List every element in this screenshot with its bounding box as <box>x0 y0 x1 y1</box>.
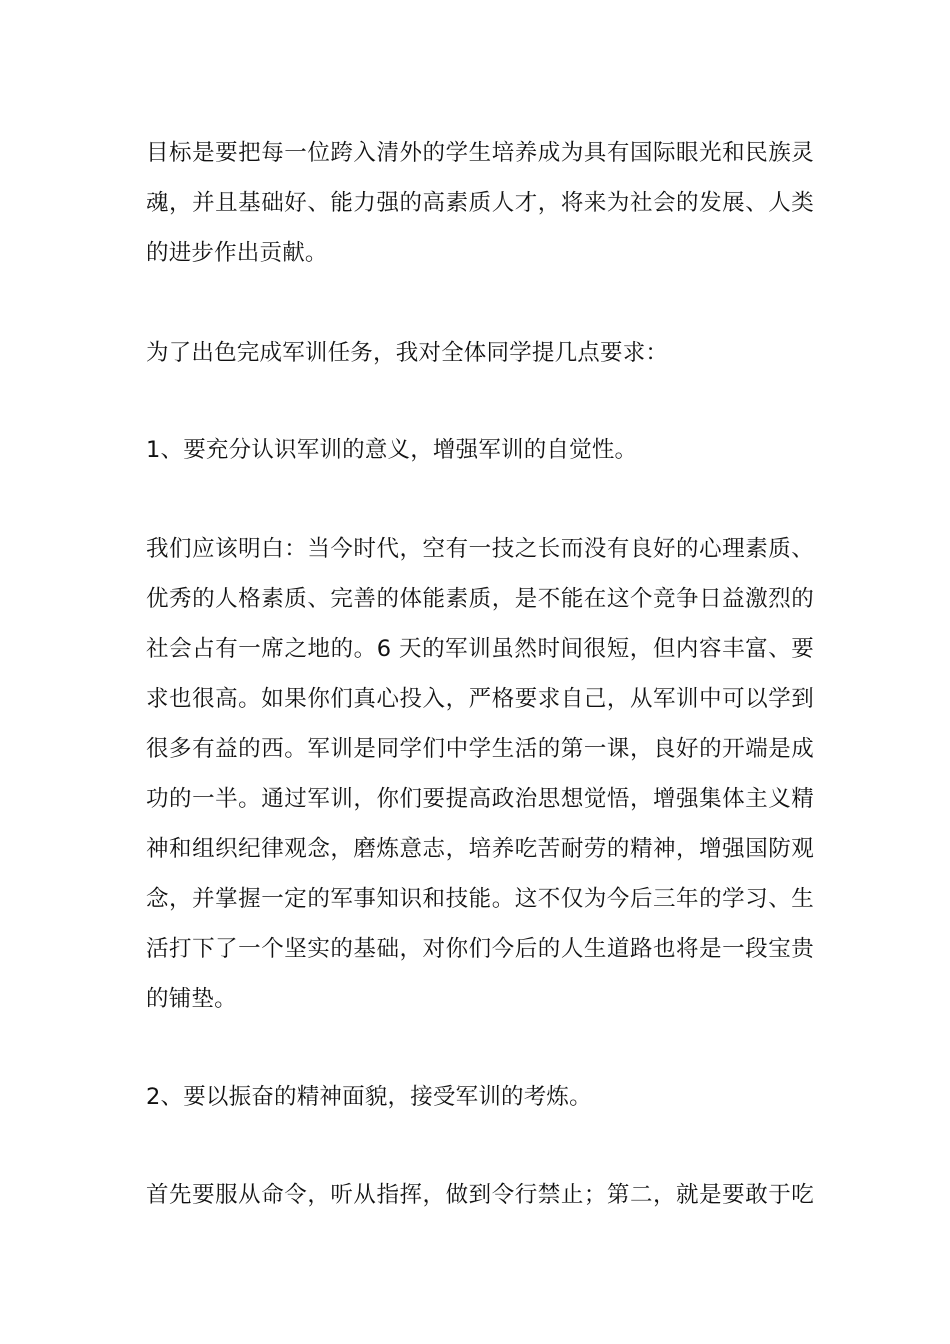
text-line: 社会占有一席之地的。6 天的军训虽然时间很短，但内容丰富、要 <box>146 636 814 662</box>
text-line: 魂，并且基础好、能力强的高素质人才，将来为社会的发展、人类 <box>146 190 814 216</box>
paragraph-point-1-body <box>146 524 814 1024</box>
text-line: 首先要服从命令，听从指挥，做到令行禁止；第二，就是要敢于吃 <box>146 1182 814 1208</box>
paragraph-requirements-intro <box>146 328 814 378</box>
text-line: 1、要充分认识军训的意义，增强军训的自觉性。 <box>146 437 638 463</box>
paragraph-point-2-body <box>146 1170 814 1220</box>
text-line: 我们应该明白：当今时代，空有一技之长而没有良好的心理素质、 <box>146 536 814 562</box>
text-line: 求也很高。如果你们真心投入，严格要求自己，从军训中可以学到 <box>146 686 814 712</box>
heading-point-2 <box>146 1072 814 1122</box>
text-line: 活打下了一个坚实的基础，对你们今后的人生道路也将是一段宝贵 <box>146 936 814 962</box>
text-line: 优秀的人格素质、完善的体能素质，是不能在这个竞争日益激烈的 <box>146 586 814 612</box>
paragraph-goal <box>146 128 814 278</box>
text-line: 的铺垫。 <box>146 986 237 1012</box>
heading-point-1 <box>146 425 814 475</box>
text-line: 目标是要把每一位跨入清外的学生培养成为具有国际眼光和民族灵 <box>146 140 814 166</box>
text-line: 为了出色完成军训任务，我对全体同学提几点要求： <box>146 340 669 366</box>
text-line: 的进步作出贡献。 <box>146 240 328 266</box>
text-line: 功的一半。通过军训，你们要提高政治思想觉悟，增强集体主义精 <box>146 786 814 812</box>
text-line: 念，并掌握一定的军事知识和技能。这不仅为今后三年的学习、生 <box>146 886 814 912</box>
text-line: 2、要以振奋的精神面貌，接受军训的考炼。 <box>146 1084 592 1110</box>
text-line: 神和组织纪律观念，磨炼意志，培养吃苦耐劳的精神，增强国防观 <box>146 836 814 862</box>
text-line: 很多有益的西。军训是同学们中学生活的第一课，良好的开端是成 <box>146 736 814 762</box>
